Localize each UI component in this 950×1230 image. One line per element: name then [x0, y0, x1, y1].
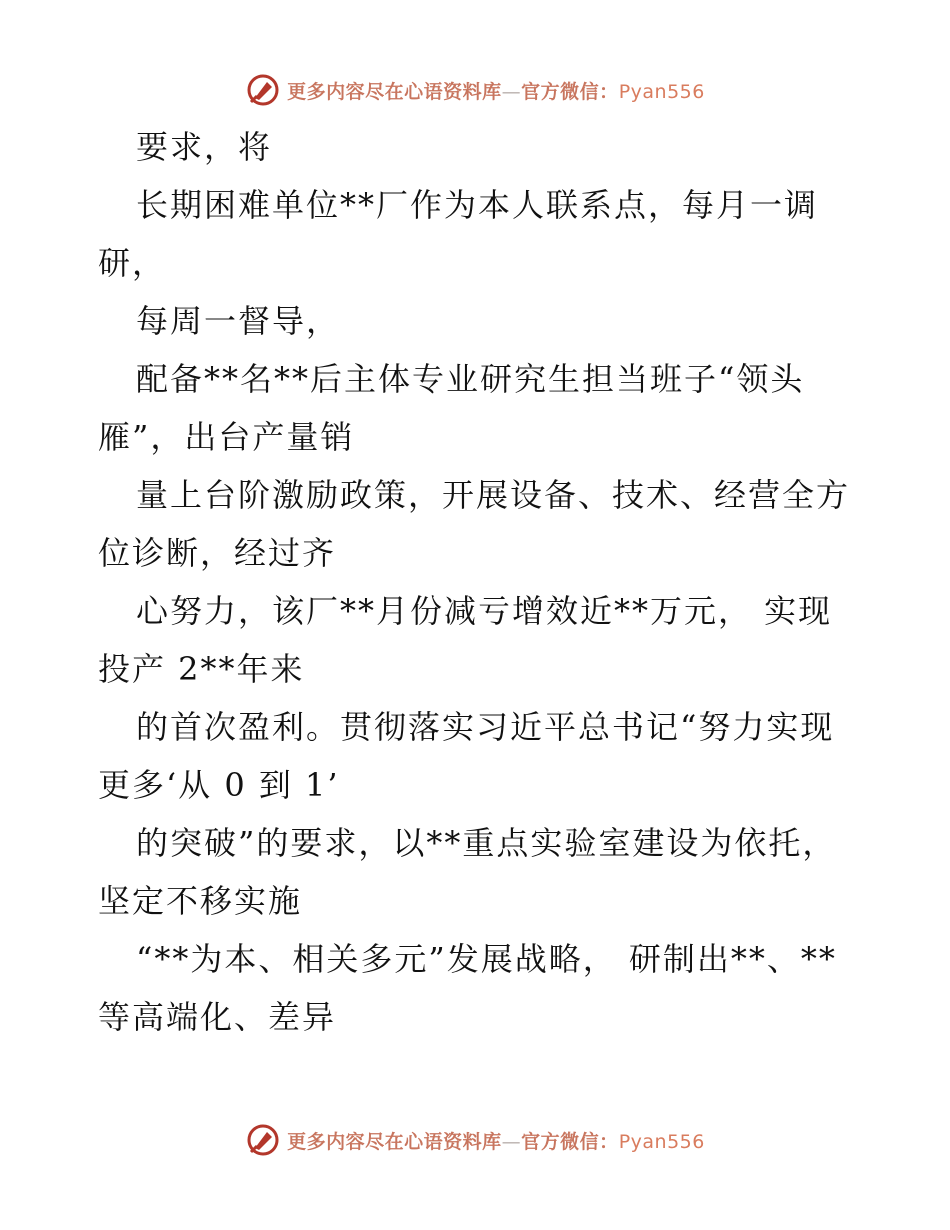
watermark-wechat: 官方微信： — [521, 1130, 619, 1153]
paragraph-5: 量上台阶激励政策，开展设备、技术、经营全方位诊断，经过齐 — [98, 476, 851, 572]
pen-nib-logo-icon — [245, 72, 281, 108]
watermark-wechat: 官方微信： — [521, 80, 619, 103]
document-body — [98, 118, 858, 1046]
paragraph-8: 的突破”的要求，以**重点实验室建设为依托，坚定不移实施 — [98, 824, 837, 920]
watermark-id: Pyan556 — [618, 80, 705, 103]
paragraph-3: 每周一督导， — [136, 302, 341, 340]
watermark-separator: — — [501, 80, 522, 103]
watermark-separator: — — [501, 1130, 522, 1153]
watermark-text — [287, 1127, 705, 1154]
pen-nib-logo-icon — [245, 1122, 281, 1158]
watermark-main: 更多内容尽在心语资料库 — [287, 1130, 502, 1153]
paragraph-6: 心努力，该厂**月份减亏增效近**万元， 实现投产 2**年来 — [98, 592, 833, 688]
paragraph-9: “**为本、相关多元”发展战略， 研制出**、**等高端化、差异 — [98, 940, 837, 1036]
watermark-main: 更多内容尽在心语资料库 — [287, 80, 502, 103]
paragraph-1: 要求，将 — [136, 128, 273, 166]
watermark-text — [287, 77, 705, 104]
paragraph-2: 长期困难单位**厂作为本人联系点，每月一调研， — [98, 186, 819, 282]
watermark-id: Pyan556 — [618, 1130, 705, 1153]
paragraph-4: 配备**名**后主体专业研究生担当班子“领头雁”，出台产量销 — [98, 360, 805, 456]
footer-watermark — [0, 1120, 950, 1160]
header-watermark — [0, 70, 950, 110]
paragraph-7: 的首次盈利。贯彻落实习近平总书记“努力实现更多‘从 0 到 1’ — [98, 708, 835, 804]
